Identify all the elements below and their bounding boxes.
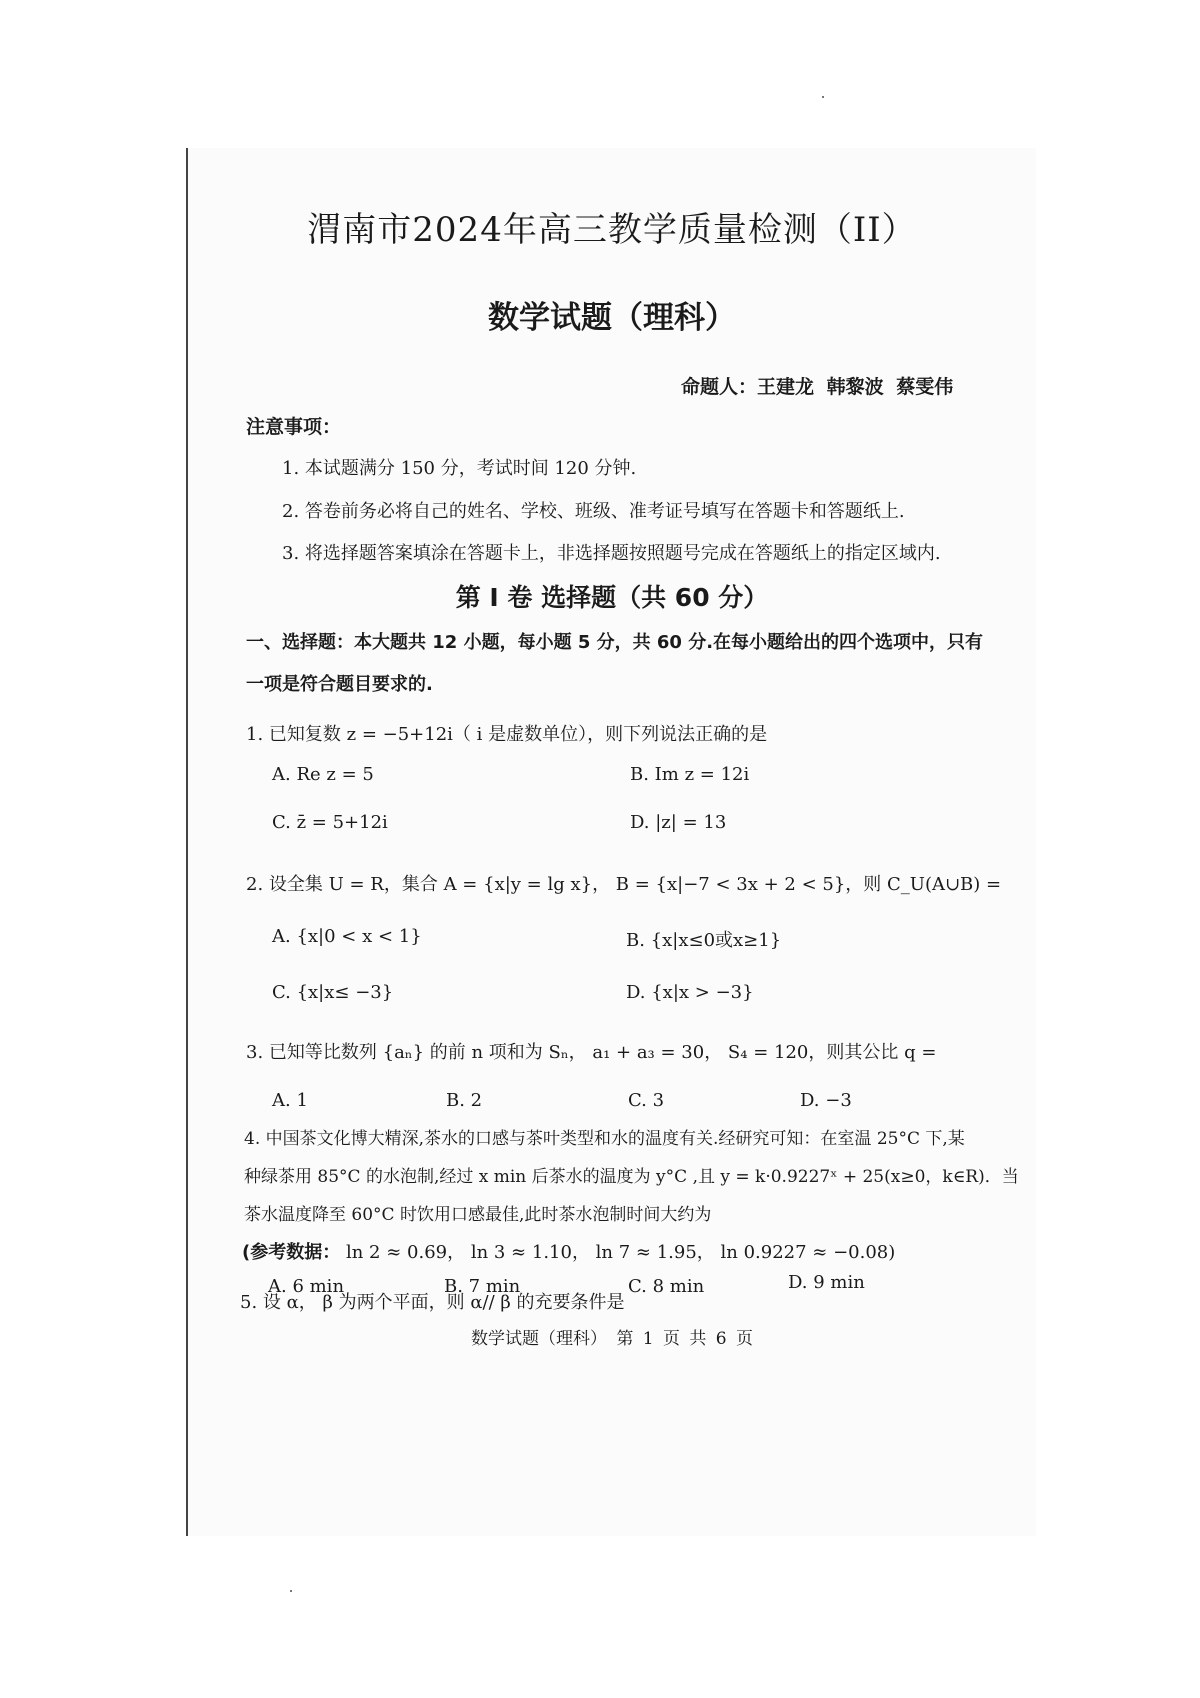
question-5-stem [240, 1294, 624, 1320]
question-1-option-d: D. |z| = 13 [630, 812, 727, 833]
question-2-stem: 2. 设全集 U = R，集合 A = {x|y = lg x}， B = {x|−7 < 3x + 2 < 5}，则 C_U(A∪B) = [246, 874, 1002, 895]
reference-label: (参考数据： [242, 1242, 341, 1263]
notice-heading: 注意事项： [246, 416, 342, 438]
authors-line: 命题人：王建龙 韩黎波 蔡雯伟 [681, 376, 954, 398]
question-4-option-b: B. 7 min [444, 1276, 521, 1297]
question-2-option-b: B. {x|x≤0或x≥1} [626, 930, 782, 951]
question-3-option-c: C. 3 [628, 1090, 665, 1111]
part-instructions-line1: 一、选择题：本大题共 12 小题，每小题 5 分，共 60 分.在每小题给出的四个选项中，只有 [246, 632, 984, 653]
question-4-reference-data [242, 1238, 895, 1264]
notice-item: 3. 将选择题答案填涂在答题卡上，非选择题按照题号完成在答题纸上的指定区域内. [282, 543, 941, 564]
notice-item: 1. 本试题满分 150 分，考试时间 120 分钟. [282, 458, 637, 479]
question-2-option-a: A. {x|0 < x < 1} [272, 926, 422, 947]
question-1-option-c: C. z̄ = 5+12i [272, 812, 388, 833]
question-3-stem: 3. 已知等比数列 {aₙ} 的前 n 项和为 Sₙ， a₁ + a₃ = 30， S₄ = 120，则其公比 q = [246, 1042, 937, 1063]
question-3-option-a: A. 1 [272, 1090, 308, 1111]
question-4-stem-line: 种绿茶用 85°C 的水泡制,经过 x min 后茶水的温度为 y°C ,且 y = k·0.9227ˣ + 25(x≥0，k∈R)．当 [244, 1167, 1019, 1187]
question-4-option-c: C. 8 min [628, 1276, 705, 1297]
reference-values: ln 2 ≈ 0.69， ln 3 ≈ 1.10， ln 7 ≈ 1.95， ln 0.9227 ≈ −0.08) [345, 1242, 896, 1263]
page-footer: 数学试题（理科） 第 1 页 共 6 页 [470, 1329, 754, 1349]
question-4-stem-line: 4. 中国茶文化博大精深,茶水的口感与茶叶类型和水的温度有关.经研究可知：在室温 25°C 下,某 [244, 1129, 965, 1149]
notice-item: 2. 答卷前务必将自己的姓名、学校、班级、准考证号填写在答题卡和答题纸上. [282, 501, 905, 522]
question-1-stem: 1. 已知复数 z = −5+12i（ i 是虚数单位），则下列说法正确的是 [246, 724, 768, 745]
question-1-option-a: A. Re z = 5 [272, 764, 374, 785]
question-2-option-d: D. {x|x > −3} [626, 982, 754, 1003]
exam-page [186, 148, 1036, 1536]
scan-speck [290, 1590, 292, 1592]
question-4-option-a: A. 6 min [268, 1276, 345, 1297]
question-2-option-c: C. {x|x≤ −3} [272, 982, 394, 1003]
question-4-stem-line: 茶水温度降至 60°C 时饮用口感最佳,此时茶水泡制时间大约为 [244, 1205, 712, 1225]
scan-speck [822, 96, 824, 98]
question-3-option-b: B. 2 [446, 1090, 483, 1111]
question-4-option-d: D. 9 min [788, 1272, 865, 1293]
section-heading: 第 I 卷 选择题（共 60 分） [455, 583, 769, 612]
page-subtitle: 数学试题（理科） [488, 300, 736, 336]
question-3-option-d: D. −3 [800, 1090, 852, 1111]
part-instructions-line2: 一项是符合题目要求的. [246, 674, 433, 695]
question-1-option-b: B. Im z = 12i [630, 764, 750, 785]
question-5-text: 5. 设 α， β 为两个平面，则 α// β 的充要条件是 [240, 1292, 625, 1313]
page-title: 渭南市2024年高三教学质量检测（II） [307, 210, 917, 250]
